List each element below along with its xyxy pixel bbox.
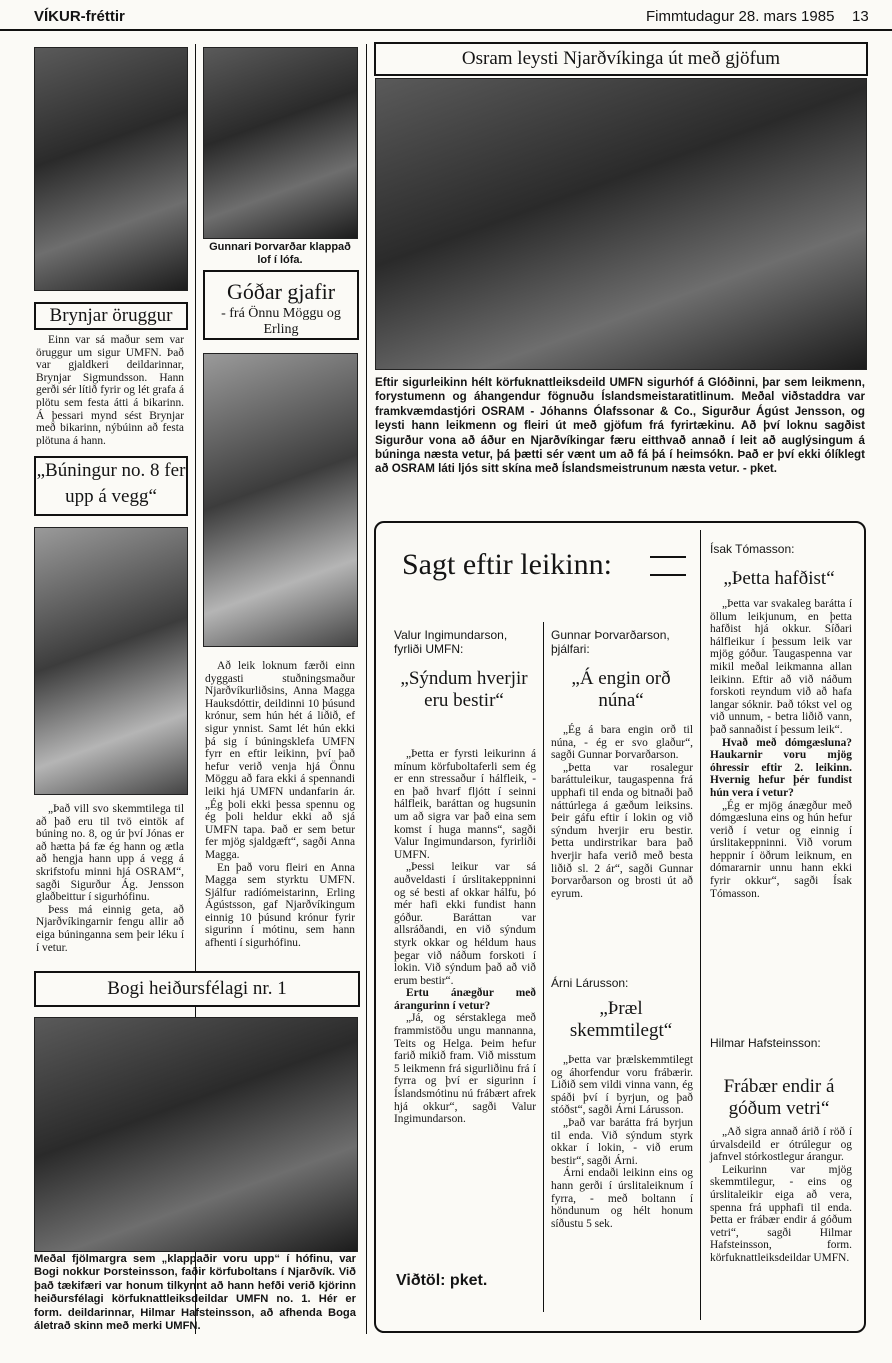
hilmar-paragraph: Leikurinn var mjög skemmtilegur, - eins og úrslitaleikir eiga að vera, spenna frá upphafi til enda. Þetta er frábær endir á góðum vetri“, sagði Hilmar Hafsteinsson, form. körfuknattleiksdeildar UMFN. <box>710 1163 852 1264</box>
bogi-caption: Meðal fjölmargra sem „klappaðir voru upp“ í hófinu, var Bogi nokkur Þorsteinsson, faðir körfuboltans í Njarðvík. Við það tækifæri var honum tilkynnt að hann hefði verið kjörinn heiðursfélagi körfuknattleiksdeildar UMFN no. 1. Hér er form. deildarinnar, Hilmar Hafsteinsson, að afhenda Boga áletrað skinn með merki UMFN. <box>34 1253 356 1333</box>
buningur-paragraph: „Það vill svo skemmtilega til að það eru til tvö eintök af búning no. 8, og úr því Jónas er að hætta þá fæ ég hann og ætla að hengja hann upp á vegg á skrifstofu minni hjá OSRAM“, sagði Sigurður Ág. Jensson glaðbeittur í sigurhófinu. <box>36 803 184 904</box>
gjafir-paragraph: En það voru fleiri en Anna Magga sem styrktu UMFN. Sjálfur radíómeistarinn, Erling Ágústsson, gaf Njarðvíkingum einnig 10 þúsund krónur fyrir sigurinn í mótinu, sem hann afhenti í sigurhófinu. <box>205 861 355 950</box>
interviews-credit: Viðtöl: pket. <box>396 1272 488 1289</box>
buningur-headline: „Búningur no. 8 fer upp á vegg“ <box>36 460 186 507</box>
sigurdur-photo <box>34 527 188 795</box>
gunnar-quote: „Á engin orð núna“ <box>571 668 671 711</box>
gjafir-text <box>205 660 355 950</box>
sagt-headline: Sagt eftir leikinn: <box>402 548 612 581</box>
isak-question: Hvað með dómgæsluna? Haukarnir voru mjög óhressir eftir 2. leikinn. Hvernig hefur þér fundist hún vera í vetur? <box>710 736 852 799</box>
gunnar-caption: Gunnari Þorvarðar klappað lof í lófa. <box>209 241 351 266</box>
isak-text <box>710 598 852 900</box>
buningur-text <box>36 803 184 954</box>
isak-quote: „Þetta hafðist“ <box>723 568 835 589</box>
arni-text <box>551 1054 693 1230</box>
paper-name: VÍKUR-fréttir <box>34 8 125 25</box>
brynjar-text: Einn var sá maður sem var öruggur um sigur UMFN. Það var gjaldkeri deildarinnar, Brynjar Sigmundsson. Hann gerði sér lítið fyrir og lét grafa á plötu sem festa átti á bikarinn. Á þessari mynd sést Brynjar með bikarinn, nýbúinn að festa plötuna á hann. <box>36 334 184 447</box>
header-rule <box>0 29 892 31</box>
isak-speaker: Ísak Tómasson: <box>710 542 795 556</box>
page-number: 13 <box>852 8 869 25</box>
bogi-photo <box>34 1017 358 1252</box>
brynjar-headline-box <box>34 302 188 330</box>
gjafir-headline-box <box>203 270 359 340</box>
column-divider <box>543 622 544 1312</box>
valur-paragraph: „Já, og sérstaklega með frammistöðu ungu mannanna, Teits og Helga. Þeim hefur farið mikið fram. Við misstum 5 leikmenn frá sigurliðinu frá í fyrra og því er sigurinn í Íslandsmótinu nú frábært afrek hjá okkur“, sagði Valur Ingimundarson. <box>394 1012 536 1126</box>
valur-quote: „Sýndum hverjir eru bestir“ <box>400 668 528 711</box>
osram-headline: Osram leysti Njarðvíkinga út með gjöfum <box>461 48 781 69</box>
osram-caption: Eftir sigurleikinn hélt körfuknattleiksdeild UMFN sigurhóf á Glóðinni, þar sem leikmenn, forystumenn og áhangendur fögnuðu Íslandsmeistaratitlinum. Meðal viðstaddra var framkvæmdastjóri OSRAM - Jóhanns Ólafssonar & Co., Sigurður Ágúst Jensson, og leysti hann leikmenn og fleiri út með gjöfum frá fyrirtækinu. Að því loknu sagðist Sigurður vona að áður en Njarðvíkingar færu eitthvað annað í leit að auglýsingum á búninga næsta vetur, þá þætti sér vænt um að fá þá í heimsókn. Það er því ekki ólíklegt að OSRAM láti ljós sitt skína með Íslandsmeistrunum næsta vetur. - pket. <box>375 376 865 476</box>
gunnar-paragraph: „Ég á bara engin orð til núna, - ég er svo glaður“, sagði Gunnar Þorvarðarson. <box>551 724 693 762</box>
isak-paragraph: „Ég er mjög ánægður með dómgæsluna eins og hún hefur verið í vetur og einnig í úrslitakeppninni. Við vorum heppnir í öðrum leiknum, en dómararnir unnu hann ekki fyrir okkur“, sagði Ísak Tómasson. <box>710 799 852 900</box>
gunnar-paragraph: „Þetta var rosalegur baráttuleikur, taugaspenna frá upphafi til enda og bitnaði það náttúrlega á gæðum leiksins. Þeir gáfu eftir í lokin og við sýndum hverjir eru bestir. Þetta undirstrikar bara það hverjir hafa verið með besta liðið sl. 2 ár“, sagði Gunnar Þorvarðarson og brosti út að eyrum. <box>551 761 693 900</box>
anna-magga-photo <box>203 353 358 647</box>
osram-headline-box <box>374 42 868 76</box>
arni-speaker: Árni Lárusson: <box>551 976 629 990</box>
valur-question: Ertu ánægður með árangurinn í vetur? <box>394 987 536 1012</box>
gjafir-paragraph: Að leik loknum færði einn dyggasti stuðningsmaður Njarðvíkurliðsins, Anna Magga Hauksdóttir, deildinni 10 þúsund krónur, sem hún hét á liðið, ef sigur ynnist. Samt lét hún ekki þá sig í búningsklefa UMFN fyrr en eftir leikinn, því það hefur verið venja hjá Önnu Möggu að fara ekki á spennandi leiki hjá UMFN undanfarin ár. „Ég þoli ekki þessa spennu og ég þoli heldur ekki að sjá UMFN tapa. Það er sem betur fer mjög sjaldgæft“, sagði Anna Magga. <box>205 660 355 861</box>
headline-rule <box>650 556 686 558</box>
valur-speaker: Valur Ingimundarson, fyrliði UMFN: <box>394 628 508 656</box>
gunnar-speaker: Gunnar Þorvarðarson, þjálfari: <box>551 628 670 656</box>
gjafir-headline: Góðar gjafir <box>226 279 336 304</box>
issue-date: Fimmtudagur 28. mars 1985 <box>646 8 835 25</box>
buningur-headline-box <box>34 456 188 516</box>
arni-paragraph: „Þetta var þrælskemmtilegt og áhorfendur voru frábærir. Liðið sem vildi vinna vann, ég spáði því í byrjun, og það stóðst“, sagði Árni Lárusson. <box>551 1054 693 1117</box>
column-divider <box>366 44 367 1334</box>
gunnar-photo <box>203 47 358 239</box>
osram-team-photo <box>375 78 867 370</box>
buningur-paragraph: Þess má einnig geta, að Njarðvíkingarnir fengu allir að eiga búninganna sem þeir léku í í vetur. <box>36 903 184 954</box>
arni-quote: „Þræl skemmtilegt“ <box>569 998 673 1041</box>
isak-paragraph: „Þetta var svakaleg barátta í öllum leikjunum, en þetta hafðist hjá okkur. Síðari hálfleikur í þessum leik var mjög góður. Taugaspenna var mikil meðal leikmanna allan leikinn. Eftir að við náðum forskoti reyndum við að hafa langar sóknir. Það tókst vel og við unnum, - betra liðið vann, það sannaðist í þessum leik“. <box>710 598 852 736</box>
arni-paragraph: Árni endaði leikinn eins og hann gerði í úrslitaleiknum í fyrra, - með boltann í höndunum og hélt honum síðustu 5 sek. <box>551 1167 693 1230</box>
valur-paragraph: „Þetta er fyrsti leikurinn á mínum körfuboltaferli sem ég er enn stressaður í hálfleik, - en það hvarf fljótt í seinni hálfleik, baráttan og hugsunin um að sigra var það eina sem komst í huga manns“, sagði Valur Ingimundarson, fyrirliði UMFN. <box>394 748 536 861</box>
brynjar-photo <box>34 47 188 291</box>
gunnar-text <box>551 724 693 900</box>
column-divider <box>700 530 701 1320</box>
bogi-headline-box <box>34 971 360 1007</box>
hilmar-quote: Frábær endir á góðum vetri“ <box>723 1076 835 1119</box>
bogi-headline: Bogi heiðursfélagi nr. 1 <box>107 978 287 999</box>
valur-text <box>394 748 536 1126</box>
brynjar-headline: Brynjar öruggur <box>49 305 173 326</box>
gjafir-subheadline: - frá Önnu Möggu og Erling <box>221 306 341 337</box>
valur-paragraph: „Þessi leikur var sá auðveldasti í úrslitakeppninni og sé besti af okkar hálfu, þó mér hafi ekki fundist hann góður. Baráttan var allsráðandi, en við sýndum styrk okkar og héldum haus þegar við náðum forskoti í lokin. Við sýndum það að við erum bestir“. <box>394 861 536 987</box>
arni-paragraph: „Það var barátta frá byrjun til enda. Við sýndum styrk okkar í lokin, - við erum bestir“, sagði Árni. <box>551 1116 693 1167</box>
headline-rule <box>650 574 686 576</box>
hilmar-speaker: Hilmar Hafsteinsson: <box>710 1036 821 1050</box>
hilmar-text <box>710 1126 852 1265</box>
hilmar-paragraph: „Að sigra annað árið í röð í úrvalsdeild er ótrúlegur og jafnvel stórkostlegur árangur. <box>710 1126 852 1164</box>
